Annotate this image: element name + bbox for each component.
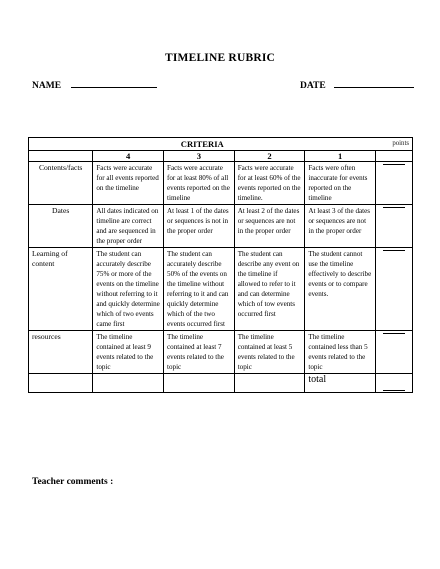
page-title: TIMELINE RUBRIC [164,52,276,64]
name-blank-line[interactable] [71,78,157,88]
points-blank[interactable] [376,248,413,331]
category-contents-facts: Contents/facts [29,162,93,205]
header-empty-cell [29,151,93,162]
criteria-header: CRITERIA [29,138,376,151]
points-header: points [376,138,413,151]
score-header-1: 1 [305,151,376,162]
criteria-cell: The timeline contained at least 7 events related to the topic [164,331,235,374]
header-points-empty-cell [376,151,413,162]
criteria-cell: The student cannot use the timeline effectively to describe events or to compare events. [305,248,376,331]
score-header-2: 2 [234,151,305,162]
points-line [383,389,405,391]
points-blank[interactable] [376,162,413,205]
points-blank[interactable] [376,331,413,374]
category-resources: resources [29,331,93,374]
criteria-cell: Facts were accurate for at least 80% of all events reported on the timeline [164,162,235,205]
points-blank[interactable] [376,205,413,248]
criteria-cell: At least 1 of the dates or sequences is not in the proper order [164,205,235,248]
date-blank-line[interactable] [334,78,414,88]
criteria-cell: The student can describe any event on the timeline if allowed to refer to it and can determine which of tow events occurred first [234,248,305,331]
criteria-cell: The timeline contained at least 5 events related to the topic [234,331,305,374]
score-header-row [29,151,413,162]
criteria-cell: At least 2 of the dates or sequences are not in the proper order [234,205,305,248]
criteria-header-row [29,138,413,151]
table-row [29,162,413,205]
table-row [29,205,413,248]
category-dates: Dates [29,205,93,248]
criteria-cell: All dates indicated on timeline are correct and are sequenced in the proper order [93,205,164,248]
criteria-cell: At least 3 of the dates or sequences are not in the proper order [305,205,376,248]
criteria-cell: The student can accurately describe 75% or more of the events on the timeline without referring to it and quickly determine which of two events came first [93,248,164,331]
total-row [29,374,413,393]
criteria-cell: Facts were accurate for all events reported on the timeline [93,162,164,205]
table-row [29,331,413,374]
name-field [32,78,157,91]
points-line [383,249,405,251]
date-field [300,78,414,91]
criteria-cell: The timeline contained less than 5 events related to the topic [305,331,376,374]
criteria-cell: Facts were often inaccurate for events reported on the timeline [305,162,376,205]
date-label: DATE [300,81,326,91]
score-header-4: 4 [93,151,164,162]
name-label: NAME [32,81,62,91]
total-empty-cell [93,374,164,393]
teacher-comments-label: Teacher comments : [32,477,114,487]
rubric-table [28,137,413,393]
total-empty-cell [164,374,235,393]
points-line [383,206,405,208]
total-label: total [305,374,376,393]
table-row [29,248,413,331]
score-header-3: 3 [164,151,235,162]
category-learning-of-content: Learning of content [29,248,93,331]
criteria-cell: The student can accurately describe 50% of the events on the timeline without referring to it and can quickly determine which of the two events occurred first [164,248,235,331]
points-line [383,163,405,165]
criteria-cell: Facts were accurate for at least 60% of the events reported on the timeline. [234,162,305,205]
total-points-blank[interactable] [376,374,413,393]
criteria-cell: The timeline contained at least 9 events related to the topic [93,331,164,374]
total-empty-cell [234,374,305,393]
points-line [383,332,405,334]
total-empty-cell [29,374,93,393]
